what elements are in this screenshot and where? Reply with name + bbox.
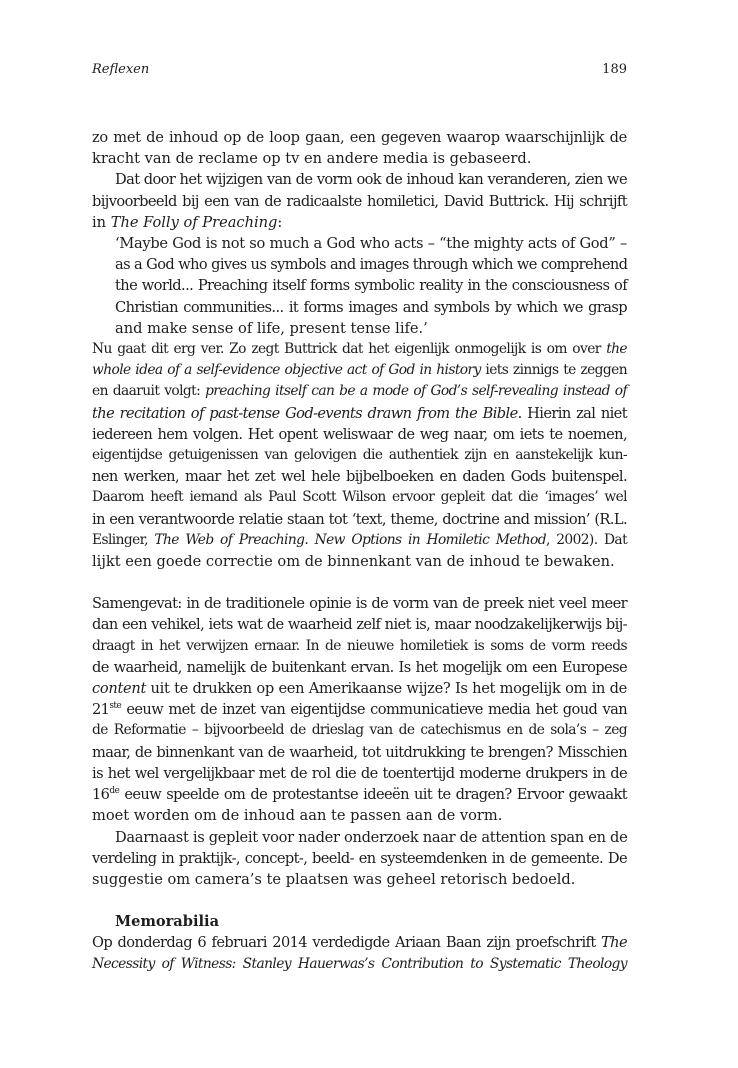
text-run: . Hierin zal niet	[517, 404, 627, 422]
text-run: Nu gaat dit erg ver. Zo zegt Buttrick dat het eigenlijk onmogelijk is om over	[92, 341, 607, 358]
text-run: eeuw speelde om de protestantse ideeën uit te dragen? Ervoor gewaakt	[119, 786, 627, 804]
text-run: Op donderdag 6 februari 2014 verdedigde Ariaan Baan zijn proefschrift	[92, 934, 602, 952]
paragraph-gap	[92, 890, 627, 911]
text-line	[92, 403, 627, 424]
quote-line: as a God who gives us symbols and images through which we comprehend	[115, 256, 628, 274]
text-line: in een verantwoorde relatie staan tot ‘text, theme, doctrine and mission’ (R.L.	[92, 510, 627, 528]
italic-run: The	[601, 934, 627, 952]
text-line	[92, 932, 627, 953]
text-run: 16	[92, 786, 110, 804]
text-line	[92, 784, 627, 805]
book-title: The Folly of Preaching	[110, 213, 278, 231]
text-line: zo met de inhoud op de loop gaan, een gegeven waarop waarschijnlijk de	[92, 129, 627, 146]
quote-line: the world... Preaching itself forms symbolic reality in the consciousness of	[115, 277, 627, 295]
text-line: iedereen hem volgen. Het opent weliswaar de weg naar, om iets te noemen,	[92, 425, 627, 443]
quote-line: Christian communities... it forms images and symbols by which we grasp	[115, 298, 627, 316]
quote-line: and make sense of life, present tense life.’	[115, 319, 428, 337]
text-line	[92, 381, 627, 402]
italic-run: whole idea of a self-evidence objective act of God in history	[92, 362, 481, 379]
text-line: lijkt een goede correctie om de binnenkant van de inhoud te bewaken.	[92, 553, 615, 571]
paragraph-summary	[92, 593, 627, 826]
text-run: :	[277, 213, 283, 231]
text-line	[92, 360, 627, 381]
superscript: de	[109, 786, 120, 797]
running-title: Reflexen	[92, 62, 150, 77]
body-text	[92, 127, 627, 975]
paragraph-research	[92, 827, 627, 891]
text-line: moet worden om de inhoud aan te passen aan de vorm.	[92, 807, 503, 825]
text-run: en daaruit volgt:	[92, 383, 206, 400]
text-line	[92, 339, 627, 360]
text-run: in	[92, 213, 111, 231]
text-line: Samengevat: in de traditionele opinie is de vorm van de preek niet veel meer	[92, 595, 627, 613]
paragraph-memorabilia	[92, 932, 627, 974]
page-number: 189	[602, 62, 627, 77]
text-line: kracht van de reclame op tv en andere media is gebaseerd.	[92, 150, 532, 168]
quote-line: ‘Maybe God is not so much a God who acts – “the mighty acts of God” –	[115, 235, 627, 253]
text-line: nen werken, maar het zet wel hele bijbelboeken en daden Gods buitenspel.	[92, 468, 627, 486]
paragraph-gap	[92, 572, 627, 593]
italic-run: the	[606, 341, 627, 358]
paragraph-continuation	[92, 127, 627, 169]
text-run: eeuw met de inzet van eigentijdse communicatieve media het goud van	[121, 701, 627, 719]
paragraph-commentary	[92, 339, 627, 572]
text-line: maar, de binnenkant van de waarheid, tot uitdrukking te brengen? Misschien	[92, 743, 627, 761]
text-line: de Reformatie – bijvoorbeeld de drieslag van de catechismus en de sola’s – zeg	[92, 722, 627, 739]
text-run: 21	[92, 701, 110, 719]
text-run: uit te drukken op een Amerikaanse wijze? Is het mogelijk om in de	[146, 680, 627, 698]
text-line: Daarnaast is gepleit voor nader onderzoek naar de attention span en de	[115, 828, 628, 846]
text-run: iets zinnigs te zeggen	[480, 362, 627, 379]
book-title: The Web of Preaching. New Options in Homiletic Method	[154, 531, 546, 548]
text-line: verdeling in praktijk-, concept-, beeld- en systeemdenken in de gemeente. De	[92, 849, 627, 867]
text-line: Daarom heeft iemand als Paul Scott Wilson ervoor gepleit dat die ‘images’ wel	[92, 489, 627, 506]
text-line: de waarheid, namelijk de buitenkant ervan. Is het mogelijk om een Europese	[92, 658, 627, 676]
text-line: suggestie om camera’s te plaatsen was geheel retorisch bedoeld.	[92, 870, 576, 888]
text-run: , 2002). Dat	[545, 531, 628, 548]
paragraph-buttrick-intro	[92, 169, 627, 233]
block-quote	[115, 233, 627, 339]
text-line	[92, 699, 627, 720]
italic-run: content	[92, 680, 147, 698]
text-line: draagt in het verwijzen ernaar. In de nieuwe homiletiek is soms de vorm reeds	[92, 637, 627, 654]
section-heading: Memorabilia	[115, 913, 220, 931]
text-line: Dat door het wijzigen van de vorm ook de inhoud kan veranderen, zien we	[115, 171, 627, 189]
text-line: dan een vehikel, iets wat de waarheid zelf niet is, maar noodzakelijkerwijs bij-	[92, 616, 627, 634]
text-line: eigentijdse getuigenissen van gelovigen die authentiek zijn en aanstekelijk kun-	[92, 447, 627, 464]
text-line	[92, 212, 627, 233]
running-header	[92, 62, 627, 82]
italic-run: preaching itself can be a mode of God’s self-revealing instead of	[205, 383, 628, 400]
text-run: Eslinger,	[92, 531, 155, 548]
superscript: ste	[109, 701, 122, 712]
text-line: is het wel vergelijkbaar met de rol die de toentertijd moderne drukpers in de	[92, 764, 627, 782]
text-line	[92, 530, 627, 551]
text-line	[92, 954, 627, 975]
italic-run: the recitation of past-tense God-events drawn from the Bible	[92, 404, 518, 422]
text-line: bijvoorbeeld bij een van de radicaalste homiletici, David Buttrick. Hij schrijft	[92, 192, 627, 210]
text-line	[92, 678, 627, 699]
book-title: Necessity of Witness: Stanley Hauerwas’s Contribution to Systematic Theology	[92, 955, 627, 972]
